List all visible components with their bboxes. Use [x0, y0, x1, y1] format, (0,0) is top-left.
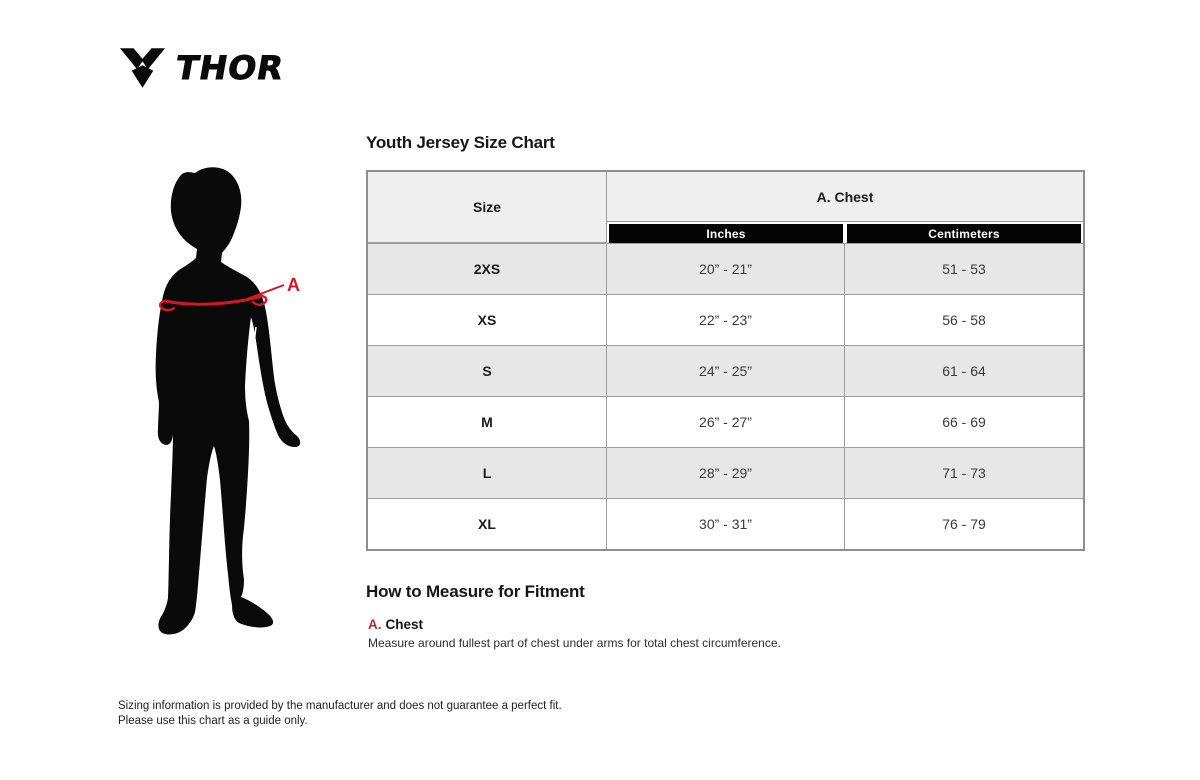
table-cell-inches: 22” - 23” [607, 294, 845, 345]
table-row-size-label: L [368, 447, 607, 498]
disclaimer-line-1: Sizing information is provided by the manufacturer and does not guarantee a perfect fit. [118, 700, 562, 712]
measure-item-chest [368, 617, 423, 632]
table-cell-centimeters: 71 - 73 [845, 447, 1083, 498]
table-row-size-label: XL [368, 498, 607, 549]
size-chart-title: Youth Jersey Size Chart [366, 133, 555, 152]
brand-wordmark: THOR [172, 48, 288, 87]
brand-logo [120, 48, 288, 88]
measure-item-name: Chest [385, 617, 424, 632]
measure-item-letter: A. [368, 617, 382, 632]
column-header-chest: A. Chest [607, 172, 1083, 222]
disclaimer-line-2: Please use this chart as a guide only. [118, 715, 308, 727]
table-cell-inches: 26” - 27” [607, 396, 845, 447]
table-cell-centimeters: 61 - 64 [845, 345, 1083, 396]
arm-torso-separation-line [250, 327, 256, 403]
subheader-inches: Inches [609, 224, 843, 243]
table-cell-centimeters: 56 - 58 [845, 294, 1083, 345]
table-row-size-label: 2XS [368, 243, 607, 294]
column-header-size: Size [368, 172, 607, 243]
chest-marker-label: A [287, 275, 300, 295]
measure-item-description: Measure around fullest part of chest under arms for total chest circumference. [368, 636, 781, 650]
table-cell-centimeters: 66 - 69 [845, 396, 1083, 447]
subheader-inches-cell [607, 222, 845, 243]
table-row-size-label: XS [368, 294, 607, 345]
how-to-measure-title: How to Measure for Fitment [366, 582, 585, 601]
table-cell-inches: 28” - 29” [607, 447, 845, 498]
table-cell-inches: 20” - 21” [607, 243, 845, 294]
table-cell-inches: 30” - 31” [607, 498, 845, 549]
subheader-centimeters: Centimeters [847, 224, 1081, 243]
table-cell-inches: 24” - 25” [607, 345, 845, 396]
table-cell-centimeters: 51 - 53 [845, 243, 1083, 294]
child-silhouette-figure [135, 155, 315, 675]
disclaimer [118, 699, 562, 729]
child-silhouette [156, 167, 301, 634]
thor-horns-icon [120, 48, 165, 88]
table-row-size-label: S [368, 345, 607, 396]
size-chart-table [366, 170, 1085, 551]
subheader-centimeters-cell [845, 222, 1083, 243]
table-row-size-label: M [368, 396, 607, 447]
table-cell-centimeters: 76 - 79 [845, 498, 1083, 549]
